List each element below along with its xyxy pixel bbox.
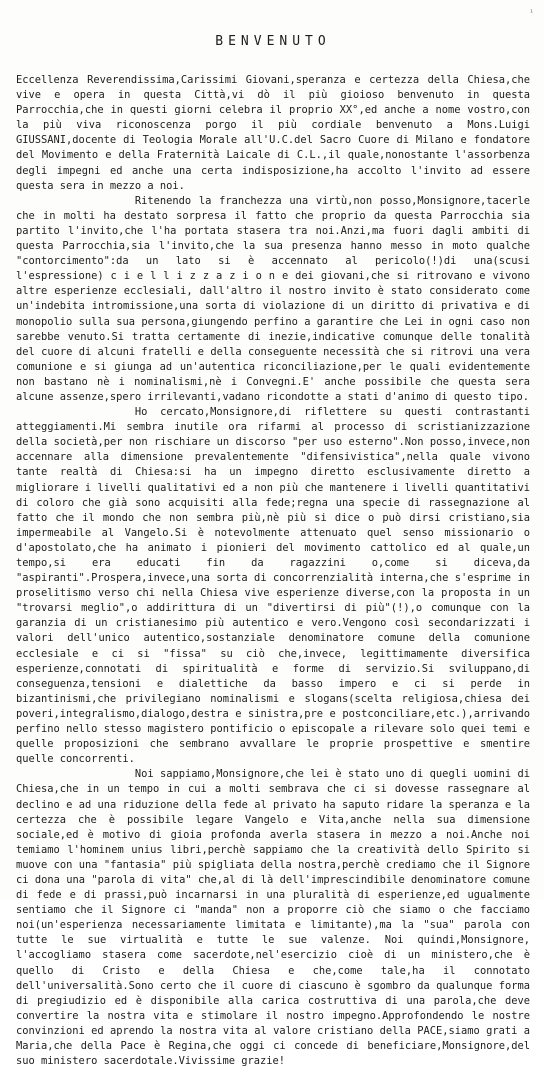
paragraph-invitation: Ritenendo la franchezza una virtù,non posso,Monsignore,tacerle che in molti ha destato sorpresa il fatto che proprio da questa Parrocchia sia partito l'invito,che l'ha portata stasera tra noi.Anzi,ma fuori dagli ambiti di questa Parrocchia,sia l'invito,che la sua presenza hanno messo in moto qualche "contorcimento":da un lato si è accennato al pericolo(!)di una(scusi l'espressione) c i e l l i z z a z i o n e dei giovani,che si ritrovano e vivono altre esperienze ecclesiali, dall'altro il nostro invito è stato considerato come un'indebita intromissione,una sorta di violazione di un diritto di privativa e di monopolio sulla sua persona,giungendo perfino a garantire che Lei in ogni caso non sarebbe venuto.Si tratta certamente di inezie,indicative comunque delle tonalità del cuore di alcuni fratelli e della conseguente necessità che si ritrovi una vera comunione e si giunga ad un'autentica riconciliazione,per le quali evidentemente non bastano nè i nominalismi,nè i Convegni.E' anche possibile che questa sera alcune assenze,spero irrilevanti,vadano ricondotte a stati d'animo di questo tipo. xyxy=(16,194,530,403)
corner-mark: ¹ xyxy=(529,8,534,17)
document-title: BENVENUTO xyxy=(215,34,331,49)
paragraph-greeting: Eccellenza Reverendissima,Carissimi Giovani,speranza e certezza della Chiesa,che vive e opera in questa Città,vi dò il più gioioso benvenuto in questa Parrocchia,che in questi giorni celebra il proprio XX°,ed anche a nome vostro,con la più viva riconoscenza porgo il più cordiale benvenuto a Mons.Luigi GIUSSANI,docente di Teologia Morale all'U.C.del Sacro Cuore di Milano e fondatore del Movimento e della Fraternità Laicale di C.L.,il quale,nonostante l'assorbenza degli impegni ed anche una certa indisposizione,ha accolto l'invito ad essere questa sera in mezzo a noi. xyxy=(16,74,530,192)
paragraph-reflection: Ho cercato,Monsignore,di riflettere su questi contrastanti atteggiamenti.Mi sembra inutile ora rifarmi al processo di scristianizzazione della società,per non rischiare un discorso "per uso esterno".Non posso,invece,non accennare alla dimensione prevalentemente "difensivistica",nella quale vivono tante realtà di Chiesa:si ha un impegno diretto esclusivamente diretto a migliorare i livelli qualitativi ed a non più che mantenere i livelli quantitativi di coloro che già sono acquisiti alla fede;regna una specie di rassegnazione al fatto che il mondo che non sembra più,nè più si dice o può dirsi cristiano,sia impermeabile al Vangelo.Si è notevolmente attenuato quel senso missionario o d'apostolato,che ha animato i pionieri del movimento cattolico ed al quale,un tempo,si era educati fin da ragazzini o,come si diceva,da "aspiranti".Prospera,invece,una sorta di concorrenzialità interna,che s'esprime in proselitismo verso chi nella Chiesa vive esperienze diverse,con la proposta in un "trovarsi meglio",o addirittura di un "divertirsi di più"(!),o comunque con la garanzia di un cristianesimo più autentico e vero.Vengono così secondarizzati i valori dell'unico autentico,sostanziale denominatore comune della comunione ecclesiale e ci si "fissa" su ciò che,invece, legittimamente diversifica esperienze,connotati di spiritualità e forme di servizio.Si sviluppano,di conseguenza,tensioni e dialettiche da basso impero e ci si perde in bizantinismi,che privilegiano nominalismi e slogans(scelta religiosa,chiesa dei poveri,integralismo,dialogo,destra e sinistra,pre e postconciliare,etc.),arrivando perfino nello stesso magistero pontificio o episcopale a rilevare solo quei temi e quelle proposizioni che sembrano avvallare le proprie prospettive e smentire quelle concorrenti. xyxy=(16,406,530,766)
paragraph-closing: Noi sappiamo,Monsignore,che lei è stato uno di quegli uomini di Chiesa,che in un tempo in cui a molti sembrava che ci si dovesse rassegnare al declino e ad una riduzione della fede al privato ha saputo ridare la speranza e la certezza che è possibile legare Vangelo e Vita,anche nella sua dimensione sociale,ed è motivo di gioia profonda averla stasera in mezzo a noi.Anche noi temiamo l'hominem unius libri,perchè sappiamo che la creatività dello Spirito si muove con una "fantasia" più spigliata della nostra,perchè crediamo che il Signore ci dona una "parola di vita" che,al di là dell'imprescindibile denominatore comune di fede e di prassi,può incarnarsi in una pluralità di esperienze,ed ugualmente sentiamo che il Signore ci "manda" non a proporre ciò che siamo o che facciamo noi(un'esperienza necessariamente limitata e limitante),ma la "sua" parola con tutte le sue virtualità e tutte le sue valenze. Noi quindi,Monsignore, l'accogliamo stasera come sacerdote,nel'esercizio cioè di un ministero,che è quello di Cristo e della Chiesa e che,come tale,ha il connotato dell'universalità.Sono certo che il cuore di ciascuno è sgombro da qualunque forma di pregiudizio ed è disponibile alla carica costruttiva di una parola,che deve convertire la nostra vita e stimolare il nostro impegno.Approfondendo le nostre convinzioni ed aprendo la nostra vita al valore cristiano della PACE,siamo grati a Maria,che della Pace è Regina,che oggi ci concede di beneficiare,Monsignore,del suo ministero sacerdotale.Vivissime grazie! xyxy=(16,768,530,1068)
document-body xyxy=(16,73,530,1069)
